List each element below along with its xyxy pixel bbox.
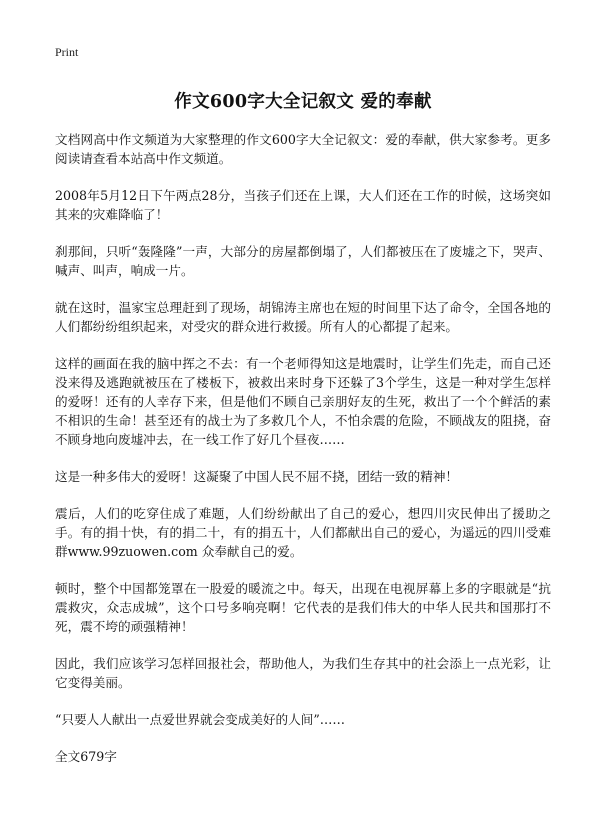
paragraph: 就在这时，温家宝总理赶到了现场，胡锦涛主席也在短的时间里下达了命令，全国各地的人们都纷纷组织起来，对受灾的群众进行救援。所有人的心都提了起来。 <box>55 300 551 334</box>
paragraph: 刹那间，只听“轰隆隆”一声，大部分的房屋都倒塌了，人们都被压在了废墟之下，哭声、喊声、叫声，响成一片。 <box>55 244 551 278</box>
paragraph: 震后，人们的吃穿住成了难题，人们纷纷献出了自己的爱心，想四川灾民伸出了援助之手。有的捐十快，有的捐二十，有的捐五十，人们都献出自己的爱心，为遥远的四川受难群www.99zuowen.com 众奉献自己的爱。 <box>55 506 551 559</box>
paragraph: 2008年5月12日下午两点28分，当孩子们还在上课，大人们还在工作的时候，这场突如其来的灾难降临了！ <box>55 188 551 222</box>
paragraph: 顿时，整个中国都笼罩在一股爱的暖流之中。每天，出现在电视屏幕上多的字眼就是“抗震救灾，众志成城”，这个口号多响亮啊！它代表的是我们伟大的中华人民共和国那打不死，震不垮的顽强精神！ <box>55 581 551 634</box>
article-body <box>55 130 551 729</box>
document-page <box>55 44 551 766</box>
paragraph: 因此，我们应该学习怎样回报社会，帮助他人，为我们生存其中的社会添上一点光彩，让它变得美丽。 <box>55 656 551 690</box>
word-count: 全文679字 <box>55 749 117 764</box>
paragraph-intro: 文档网高中作文频道为大家整理的作文600字大全记叙文：爱的奉献，供大家参考。更多阅读请查看本站高中作文频道。 <box>55 132 551 166</box>
print-link[interactable]: Print <box>55 45 79 59</box>
article-title: 作文600字大全记叙文 爱的奉献 <box>174 92 432 112</box>
paragraph: 这样的画面在我的脑中挥之不去：有一个老师得知这是地震时，让学生们先走，而自己还没来得及逃跑就被压在了楼板下，被救出来时身下还躲了3个学生，这是一种对学生怎样的爱呀！还有的人幸存下来，但是他们不顾自己亲朋好友的生死，救出了一个个鲜活的素不相识的生命！甚至还有的战士为了多救几个人，不怕余震的危险，不顾战友的阻挠，奋不顾身地向废墟冲去，在一线工作了好几个昼夜…… <box>55 356 551 447</box>
paragraph-quote: “只要人人献出一点爱世界就会变成美好的人间”…… <box>55 712 345 727</box>
paragraph: 这是一种多伟大的爱呀！这凝聚了中国人民不屈不挠，团结一致的精神！ <box>55 469 458 484</box>
